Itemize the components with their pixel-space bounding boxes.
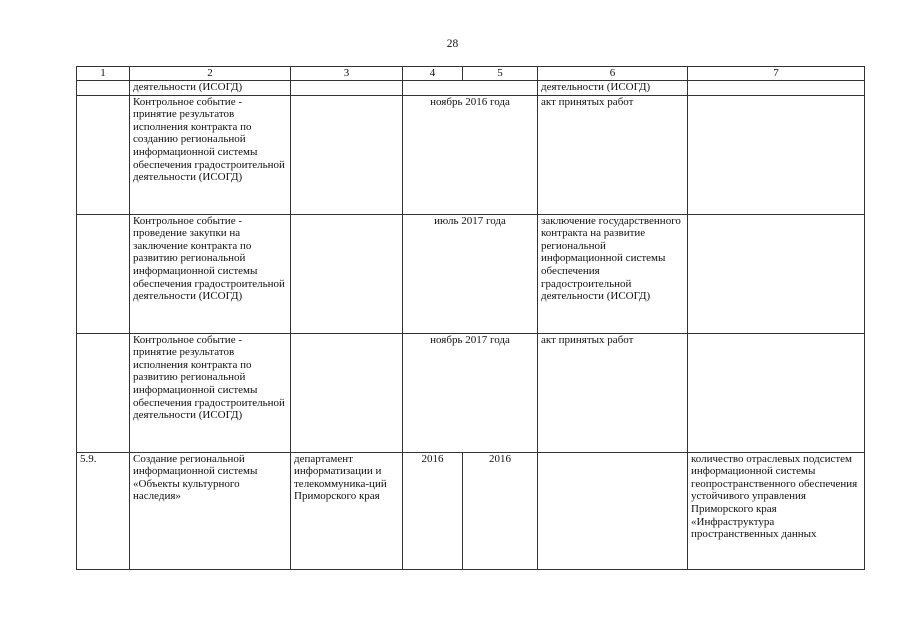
header-cell: 5 — [463, 67, 538, 81]
table-row — [77, 452, 865, 569]
cell-responsible: департамент информатизации и телекоммуника-ций Приморского края — [291, 452, 403, 569]
cell-responsible — [291, 80, 403, 95]
header-cell: 2 — [130, 67, 291, 81]
cell-result: акт принятых работ — [538, 333, 688, 452]
cell-responsible — [291, 333, 403, 452]
cell-result: заключение государственного контракта на развитие региональной информационной системы обеспечения градостроительной деятельности (ИСОГД) — [538, 214, 688, 333]
cell-deadline — [403, 80, 538, 95]
cell-end-year: 2016 — [463, 452, 538, 569]
cell-deadline: июль 2017 года — [403, 214, 538, 333]
header-cell: 6 — [538, 67, 688, 81]
cell-responsible — [291, 214, 403, 333]
header-cell: 3 — [291, 67, 403, 81]
cell-number — [77, 214, 130, 333]
header-cell: 4 — [403, 67, 463, 81]
cell-indicator — [688, 333, 865, 452]
cell-description: Создание региональной информационной системы «Объекты культурного наследия» — [130, 452, 291, 569]
cell-result: деятельности (ИСОГД) — [538, 80, 688, 95]
table-header-row — [77, 67, 865, 81]
cell-indicator: количество отраслевых подсистем информационной системы геопространственного обеспечения устойчивого управления Приморского края «Инфраструктура пространственных данных — [688, 452, 865, 569]
cell-result — [538, 452, 688, 569]
cell-start-year: 2016 — [403, 452, 463, 569]
cell-number: 5.9. — [77, 452, 130, 569]
cell-deadline: ноябрь 2017 года — [403, 333, 538, 452]
cell-description: Контрольное событие - принятие результатов исполнения контракта по развитию региональной информационной системы обеспечения градостроительной деятельности (ИСОГД) — [130, 333, 291, 452]
header-cell: 1 — [77, 67, 130, 81]
header-cell: 7 — [688, 67, 865, 81]
cell-description: деятельности (ИСОГД) — [130, 80, 291, 95]
table-row — [77, 214, 865, 333]
page-number: 28 — [446, 38, 459, 50]
table-row — [77, 333, 865, 452]
document-table — [76, 66, 865, 570]
table-row — [77, 95, 865, 214]
cell-description: Контрольное событие - принятие результатов исполнения контракта по созданию региональной информационной системы обеспечения градостроительной деятельности (ИСОГД) — [130, 95, 291, 214]
cell-number — [77, 95, 130, 214]
cell-indicator — [688, 214, 865, 333]
cell-result: акт принятых работ — [538, 95, 688, 214]
cell-indicator — [688, 95, 865, 214]
cell-number — [77, 80, 130, 95]
cell-number — [77, 333, 130, 452]
cell-deadline: ноябрь 2016 года — [403, 95, 538, 214]
cell-indicator — [688, 80, 865, 95]
table-row — [77, 80, 865, 95]
cell-description: Контрольное событие - проведение закупки на заключение контракта по развитию региональной информационной системы обеспечения градостроительной деятельности (ИСОГД) — [130, 214, 291, 333]
cell-responsible — [291, 95, 403, 214]
